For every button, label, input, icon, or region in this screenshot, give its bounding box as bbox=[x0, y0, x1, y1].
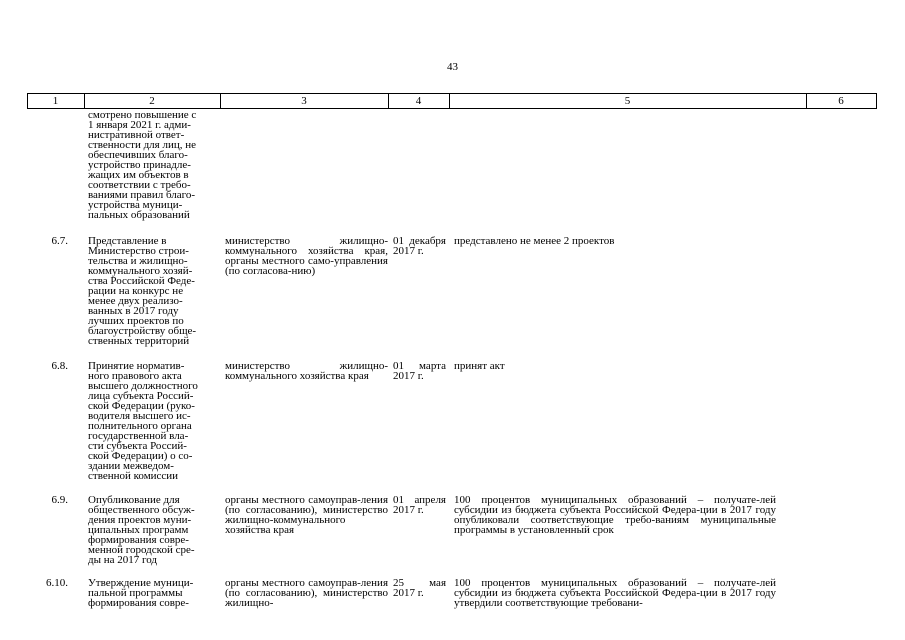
row-number: 6.8. bbox=[51, 360, 68, 372]
header-col-2: 2 bbox=[149, 95, 155, 107]
row-description: Утверждение муници- пальной программы формирования совре- bbox=[88, 577, 194, 609]
row-responsible: органы местного самоуправ-ления (по согласованию), министерство жилищно- bbox=[225, 577, 388, 609]
table-header bbox=[27, 93, 877, 109]
row-responsible: органы местного самоуправ-ления (по согласованию), министерство жилищно-коммунального хозяйства края bbox=[225, 494, 388, 536]
row-date: 25 мая 2017 г. bbox=[393, 577, 446, 599]
row-number: 6.7. bbox=[51, 235, 68, 247]
row-responsible: министерство жилищно-коммунального хозяйства края bbox=[225, 360, 388, 382]
row-description: Принятие норматив- ного правового акта высшего должностного лица субъекта Россий- ской Федерации (руко- водителя высшего ис- полнительного органа государственной вла- сти субъекта Россий- ской Федерации) о со- здании межведом- ственной комиссии bbox=[88, 360, 198, 482]
header-col-3: 3 bbox=[301, 95, 307, 107]
row-date: 01 декабря 2017 г. bbox=[393, 235, 446, 257]
header-col-1: 1 bbox=[52, 95, 59, 107]
row-description: Опубликование для общественного обсуж- дения проектов муни- ципальных программ формирования совре- менной городской сре- ды на 2017 год bbox=[88, 494, 195, 566]
row-number: 6.10. bbox=[46, 577, 68, 589]
header-col-4: 4 bbox=[415, 95, 422, 107]
continuation-text: смотрено повышение с 1 января 2021 г. адми- нистративной ответ- ственности для лиц, не обеспечивших благо- устройство принадле- жащих им объектов в соответствии с требо- ваниями правил благо- устройства муници- пальных образований bbox=[88, 109, 197, 221]
row-description: Представление в Министерство строи- тельства и жилищно- коммунального хозяй- ства Российской Феде- рации на конкурс не менее двух реализо- ванных в 2017 году лучших проектов по благоустройству обще- ственных территорий bbox=[88, 235, 197, 347]
row-result: 100 процентов муниципальных образований – получате-лей субсидии из бюджета субъекта Российской Федера-ции в 2017 году опубликовали соответствующие требо-ваниям муниципальные программы в установленный срок bbox=[454, 494, 776, 536]
row-result: представлено не менее 2 проектов bbox=[454, 235, 615, 247]
header-col-6: 6 bbox=[838, 95, 844, 107]
row-date: 01 марта 2017 г. bbox=[393, 360, 446, 382]
row-date: 01 апреля 2017 г. bbox=[393, 494, 446, 516]
row-responsible: министерство жилищно-коммунального хозяйства края, органы местного само-управления (по согласова-нию) bbox=[225, 235, 388, 277]
column-divider bbox=[876, 94, 877, 108]
page-number: 43 bbox=[447, 61, 458, 73]
row-result: принят акт bbox=[454, 360, 505, 372]
row-number: 6.9. bbox=[51, 494, 68, 506]
row-result: 100 процентов муниципальных образований – получате-лей субсидии из бюджета субъекта Российской Федера-ции в 2017 году утвердили соответствующие требовани- bbox=[454, 577, 776, 609]
header-col-5: 5 bbox=[624, 95, 631, 107]
